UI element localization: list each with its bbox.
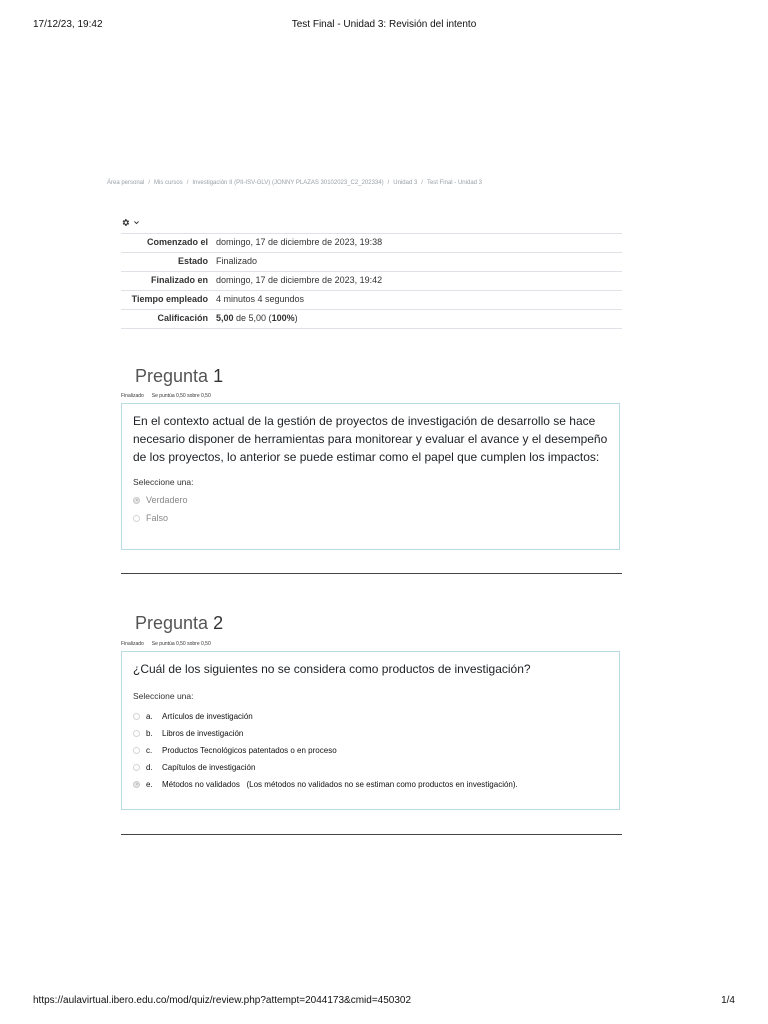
gear-icon <box>121 218 130 227</box>
question-2-text: ¿Cuál de los siguientes no se considera como productos de investigación? <box>133 662 531 676</box>
question-heading-prefix: Pregunta <box>135 613 214 633</box>
question-2-heading <box>135 613 223 634</box>
question-1-content <box>121 403 620 550</box>
summary-value: domingo, 17 de diciembre de 2023, 19:42 <box>212 272 622 291</box>
breadcrumb-item-my-courses[interactable]: Mis cursos <box>154 180 183 186</box>
answer-option-b[interactable] <box>133 727 608 739</box>
question-divider <box>121 573 622 574</box>
summary-row-started <box>121 234 622 253</box>
grade-of-text: de 5,00 ( <box>233 313 272 323</box>
radio-selected-icon[interactable] <box>133 497 140 504</box>
question-1-prompt: Seleccione una: <box>133 477 194 487</box>
print-page-number: 1/4 <box>721 995 735 1006</box>
answer-option-e[interactable] <box>133 778 608 790</box>
breadcrumb-item-quiz[interactable]: Test Final - Unidad 3 <box>426 180 482 186</box>
question-points: Se puntúa 0,50 sobre 0,50 <box>151 641 211 647</box>
breadcrumb-item-home[interactable]: Área personal <box>107 180 145 186</box>
radio-unselected-icon[interactable] <box>133 764 140 771</box>
question-2-info <box>121 641 219 647</box>
answer-option-letter: e. <box>146 779 153 789</box>
breadcrumb-separator: / <box>421 180 423 186</box>
answer-option-false[interactable] <box>133 513 608 523</box>
answer-option-true[interactable] <box>133 495 608 505</box>
grade-score: 5,00 <box>216 313 234 323</box>
radio-selected-icon[interactable] <box>133 781 140 788</box>
question-1-info <box>121 393 219 399</box>
radio-unselected-icon[interactable] <box>133 713 140 720</box>
answer-option-label: Libros de investigación <box>162 728 244 738</box>
summary-row-time-taken <box>121 291 622 310</box>
grade-value <box>212 310 622 329</box>
attempt-summary-table <box>121 233 622 329</box>
print-page-url: https://aulavirtual.ibero.edu.co/mod/quiz/review.php?attempt=2044173&cmid=450302 <box>33 995 412 1006</box>
summary-label: Estado <box>121 253 212 272</box>
question-status: Finalizado <box>121 393 144 399</box>
question-points: Se puntúa 0,50 sobre 0,50 <box>151 393 211 399</box>
summary-label: Finalizado en <box>121 272 212 291</box>
answer-option-label: Métodos no validados (Los métodos no validados no se estiman como productos en investigación). <box>162 779 518 789</box>
breadcrumb-item-course[interactable]: Investigación II (PII-ISV-GLV) (JONNY PLAZAS 30102023_C2_202334) <box>192 180 384 186</box>
question-number: 2 <box>213 613 224 633</box>
answer-option-label: Verdadero <box>146 495 188 505</box>
radio-unselected-icon[interactable] <box>133 515 140 522</box>
summary-label: Comenzado el <box>121 234 212 253</box>
summary-row-finished <box>121 272 622 291</box>
answer-option-letter: d. <box>146 762 153 772</box>
breadcrumb-separator: / <box>186 180 189 186</box>
question-heading-prefix: Pregunta <box>135 366 214 386</box>
radio-unselected-icon[interactable] <box>133 747 140 754</box>
breadcrumb <box>107 180 482 186</box>
summary-label: Calificación <box>121 310 212 329</box>
summary-label: Tiempo empleado <box>121 291 212 310</box>
summary-row-grade <box>121 310 622 329</box>
breadcrumb-separator: / <box>148 180 151 186</box>
question-1-text: En el contexto actual de la gestión de proyectos de investigación de desarrollo se hace necesario disponer de herramientas para monitorear y evaluar el avance y el desempeño de los proyectos, lo anterior se puede estimar como el papel que cumplen los impactos: <box>133 414 608 464</box>
answer-option-label: Capítulos de investigación <box>162 762 256 772</box>
question-status: Finalizado <box>121 641 144 647</box>
radio-unselected-icon[interactable] <box>133 730 140 737</box>
answer-option-letter: c. <box>146 745 153 755</box>
summary-value: 4 minutos 4 segundos <box>212 291 622 310</box>
answer-option-letter: a. <box>146 711 153 721</box>
question-2-content <box>121 651 620 810</box>
answer-option-letter: b. <box>146 728 153 738</box>
breadcrumb-item-unit[interactable]: Unidad 3 <box>393 180 418 186</box>
summary-row-state <box>121 253 622 272</box>
question-number: 1 <box>213 366 224 386</box>
grade-percent: 100% <box>271 313 295 323</box>
settings-menu-button[interactable] <box>121 218 140 227</box>
grade-close: ) <box>294 313 298 323</box>
answer-option-label: Falso <box>146 513 169 523</box>
print-page-title: Test Final - Unidad 3: Revisión del intento <box>291 19 477 30</box>
question-divider <box>121 834 622 835</box>
answer-option-a[interactable] <box>133 710 608 722</box>
answer-option-d[interactable] <box>133 761 608 773</box>
answer-option-c[interactable] <box>133 744 608 756</box>
breadcrumb-separator: / <box>387 180 390 186</box>
question-2-prompt: Seleccione una: <box>133 691 194 701</box>
question-1-heading <box>135 366 223 387</box>
chevron-down-icon <box>133 219 140 226</box>
answer-option-label: Productos Tecnológicos patentados o en proceso <box>162 745 337 755</box>
summary-value: Finalizado <box>212 253 622 272</box>
print-datetime: 17/12/23, 19:42 <box>33 19 103 30</box>
answer-option-label: Artículos de investigación <box>162 711 253 721</box>
summary-value: domingo, 17 de diciembre de 2023, 19:38 <box>212 234 622 253</box>
